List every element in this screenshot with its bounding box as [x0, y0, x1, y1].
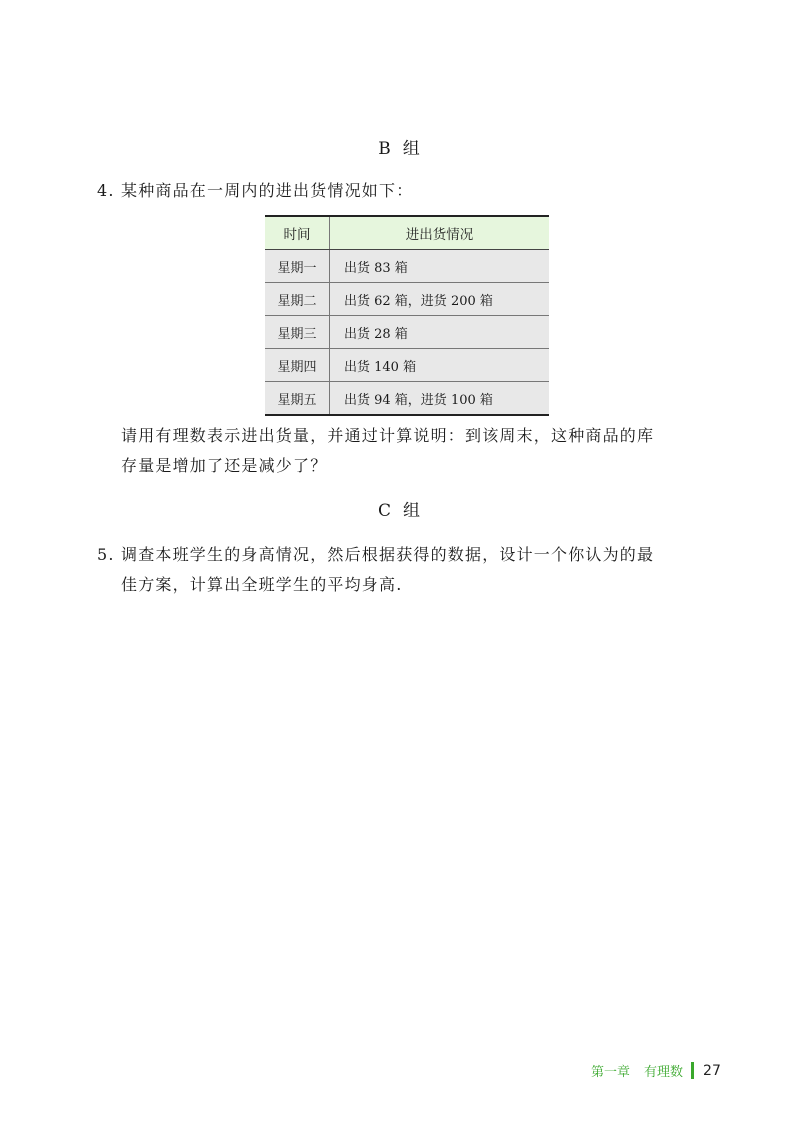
question-5-number: 5. — [97, 545, 115, 564]
header-time: 时间 — [265, 216, 330, 250]
row-detail: 出货 140 箱 — [330, 349, 550, 382]
question-4-text — [121, 421, 654, 481]
table-row — [265, 250, 549, 283]
question-4-line-2: 存量是增加了还是减少了？ — [121, 456, 328, 475]
table-row — [265, 349, 549, 382]
question-5 — [97, 540, 654, 600]
page-number: 27 — [703, 1062, 721, 1079]
row-detail: 出货 62 箱，进货 200 箱 — [330, 283, 550, 316]
row-day: 星期二 — [265, 283, 330, 316]
row-detail: 出货 94 箱，进货 100 箱 — [330, 382, 550, 416]
row-day: 星期五 — [265, 382, 330, 416]
header-detail: 进出货情况 — [330, 216, 550, 250]
table-row — [265, 316, 549, 349]
question-4-number: 4. — [97, 181, 115, 200]
row-detail: 出货 83 箱 — [330, 250, 550, 283]
row-day: 星期三 — [265, 316, 330, 349]
table-header-row — [265, 216, 549, 250]
section-b-heading — [0, 134, 800, 159]
question-4-line-1: 请用有理数表示进出货量，并通过计算说明：到该周末，这种商品的库 — [121, 426, 655, 445]
section-c-letter: C — [377, 501, 393, 521]
goods-table — [265, 215, 549, 416]
page-footer — [591, 1061, 721, 1080]
question-4-intro-text: 某种商品在一周内的进出货情况如下： — [121, 181, 414, 200]
footer-chapter-title: 有理数 — [644, 1065, 684, 1080]
section-c-heading — [0, 496, 800, 521]
section-b-letter: B — [378, 139, 393, 159]
row-detail: 出货 28 箱 — [330, 316, 550, 349]
footer-chapter: 第一章 — [591, 1065, 631, 1080]
table-row — [265, 382, 549, 416]
section-b-label: 组 — [402, 139, 422, 159]
footer-divider — [691, 1062, 694, 1079]
table-row — [265, 283, 549, 316]
row-day: 星期四 — [265, 349, 330, 382]
question-4-intro — [97, 176, 413, 206]
row-day: 星期一 — [265, 250, 330, 283]
section-c-label: 组 — [403, 501, 422, 521]
question-5-line-2: 佳方案，计算出全班学生的平均身高. — [121, 575, 403, 594]
question-5-line-1: 调查本班学生的身高情况，然后根据获得的数据，设计一个你认为的最 — [121, 545, 655, 564]
